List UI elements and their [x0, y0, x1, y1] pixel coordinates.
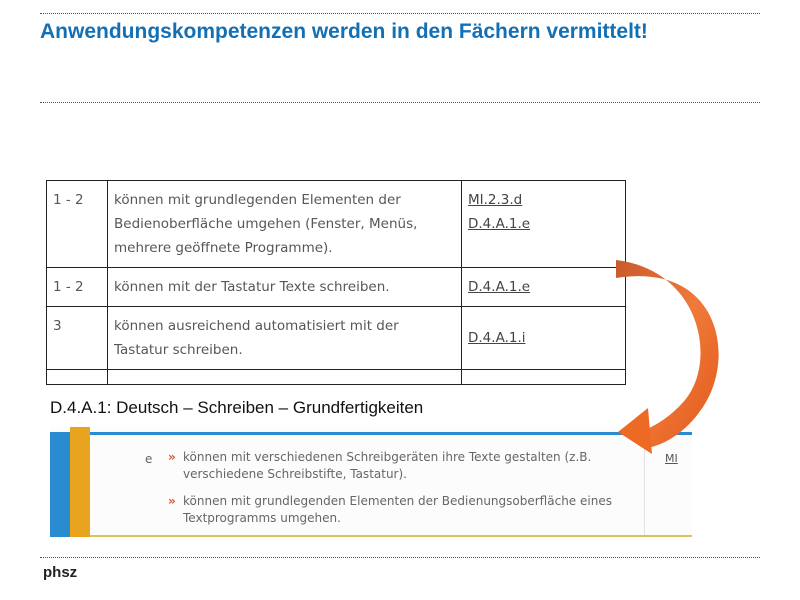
chevron-bullet-icon: » — [168, 494, 176, 508]
level-cell: 3 — [47, 307, 108, 370]
list-item-text: können mit verschiedenen Schreibgeräten ihre Texte gestalten (z.B. verschiedene Schreibstifte, Tastatur). — [183, 450, 592, 481]
arrow-body — [616, 260, 719, 448]
brand-logo: phsz — [43, 564, 78, 581]
competence-cell: können mit grundlegenden Elementen der Bedienoberfläche umgehen (Fenster, Menüs, mehrere geöffnete Programme). — [108, 181, 462, 268]
reference-link[interactable]: D.4.A.1.e — [468, 279, 531, 295]
level-cell: 1 - 2 — [47, 181, 108, 268]
item-letter: e — [145, 452, 153, 466]
bottom-divider — [40, 557, 760, 558]
reference-link[interactable]: MI.2.3.d — [468, 192, 523, 208]
list-item-text: können mit grundlegenden Elementen der Bedienungsoberfläche eines Textprogramms umgehen. — [183, 494, 612, 525]
reference-link[interactable]: D.4.A.1.e — [468, 216, 531, 232]
mi-reference-link[interactable]: MI — [665, 452, 678, 465]
competence-cell: können ausreichend automatisiert mit der Tastatur schreiben. — [108, 307, 462, 370]
page-title: Anwendungskompetenzen werden in den Fächern vermittelt! — [40, 20, 648, 43]
subheading: D.4.A.1: Deutsch – Schreiben – Grundfertigkeiten — [50, 398, 424, 417]
reference-link[interactable]: D.4.A.1.i — [468, 330, 526, 346]
level-cell: 1 - 2 — [47, 268, 108, 307]
chevron-bullet-icon: » — [168, 450, 176, 464]
competence-cell: können mit der Tastatur Texte schreiben. — [108, 268, 462, 307]
arrow-head — [618, 408, 652, 454]
